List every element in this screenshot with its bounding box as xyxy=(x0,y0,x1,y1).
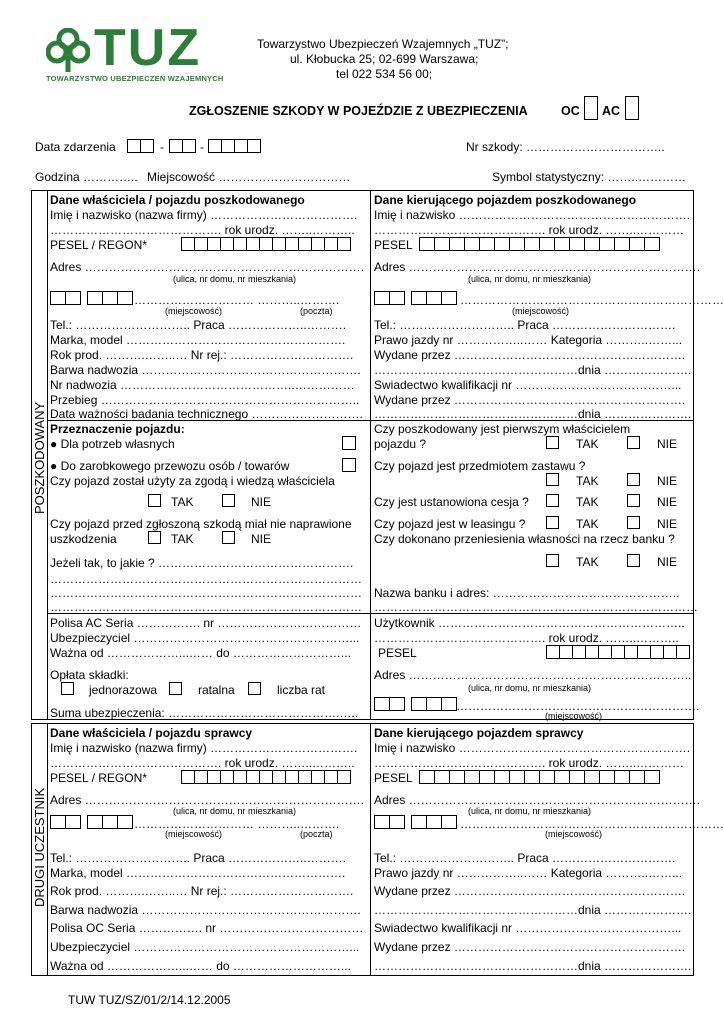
single-payment-checkbox[interactable] xyxy=(61,682,74,695)
s2-owner-city-hint: (miejscowość) xyxy=(165,829,223,839)
installments-count-label: liczba rat xyxy=(277,683,326,697)
s2-year-reg[interactable]: Rok prod. ……….……..… Nr rej.: …………………………. xyxy=(50,884,354,898)
prior-damage-yes-checkbox[interactable] xyxy=(148,531,161,544)
s2-insurer[interactable]: Ubezpieczyciel ………………………………………………... xyxy=(50,940,360,954)
user-pesel-boxes[interactable] xyxy=(546,645,689,659)
claim-number[interactable]: Nr szkody: …………………………….. xyxy=(466,140,665,154)
cession-no-label: NIE xyxy=(657,495,678,509)
consent-yes-checkbox[interactable] xyxy=(148,494,161,507)
bank-transfer-yes-checkbox[interactable] xyxy=(546,554,559,567)
place-field[interactable]: Miejscowość …………………………… xyxy=(147,170,351,184)
s1-driver-name[interactable]: Imię i nazwisko …………………………………………………. xyxy=(374,208,691,222)
s1-driver-birthyear[interactable]: ……………………………………. rok urodz. ……..………… xyxy=(374,223,685,237)
s1-body-number[interactable]: Nr nadwozia ……………………………………..…………… xyxy=(50,378,355,392)
user-birthyear[interactable]: ……………………………………. rok urodz. ……..……….. xyxy=(374,631,679,645)
cession-yes-checkbox[interactable] xyxy=(546,494,559,507)
s2-driver-city[interactable]: ………………………………………………………… xyxy=(460,817,724,831)
leasing-question: Czy pojazd jest w leasingu ? xyxy=(374,517,526,531)
s2-make-model[interactable]: Marka, model ………………………………………………. xyxy=(50,866,346,880)
bank-transfer-no-label: NIE xyxy=(657,555,678,569)
s1-insurer[interactable]: Ubezpieczyciel ………………………………………………... xyxy=(50,631,360,645)
prior-damage-yes-label: TAK xyxy=(171,532,194,546)
s1-owner-zip-a[interactable] xyxy=(50,291,80,305)
s2-driver-street-hint: (ulica, nr domu, nr mieszkania) xyxy=(468,806,592,816)
cession-question: Czy jest ustanowiona cesja ? xyxy=(374,495,529,509)
leasing-no-label: NIE xyxy=(657,517,678,531)
form-code: TUW TUZ/SZ/01/2/14.12.2005 xyxy=(68,993,231,1007)
section-other-party-label: DRUGI UCZESTNIK xyxy=(32,787,47,907)
s2-owner-street-hint: (ulica, nr domu, nr mieszkania) xyxy=(173,806,297,816)
company-name: Towarzystwo Ubezpieczeń Wzajemnych „TUZ”; xyxy=(257,37,509,51)
first-owner-yes-checkbox[interactable] xyxy=(546,436,559,449)
s2-owner-heading: Dane właściciela / pojazdu sprawcy xyxy=(50,726,253,740)
consent-no-checkbox[interactable] xyxy=(222,494,235,507)
s1-inspection-date[interactable]: Data ważności badania technicznego ………………………. xyxy=(50,407,363,421)
s1-owner-name[interactable]: Imię i nazwisko (nazwa firmy) ………………………………. xyxy=(50,208,358,222)
s1-owner-pesel-label: PESEL / REGON* xyxy=(50,238,147,252)
paid-transport-checkbox[interactable] xyxy=(342,458,356,472)
consent-yes-label: TAK xyxy=(171,495,194,509)
s1-licence-issued[interactable]: Wydane przez …………………………………………………. xyxy=(374,348,686,362)
own-needs-checkbox[interactable] xyxy=(342,436,356,450)
date-dash-1: - xyxy=(160,140,164,154)
s1-policy-ac[interactable]: Polisa AC Seria ……………. nr ……………………………… xyxy=(50,616,362,630)
if-yes-line-4[interactable]: …………………………………………………………………… xyxy=(50,600,362,614)
user-address[interactable]: Adres …………………………………………………………….. xyxy=(374,668,692,682)
user-street-hint: (ulica, nr domu, nr mieszkania) xyxy=(468,683,592,693)
first-owner-question-2: pojazdu ? xyxy=(374,437,427,451)
s1-driver-city[interactable]: ………………………………………………………… xyxy=(460,293,724,307)
leasing-no-checkbox[interactable] xyxy=(627,516,640,529)
first-owner-no-checkbox[interactable] xyxy=(627,436,640,449)
installments-count-checkbox[interactable] xyxy=(248,682,261,695)
company-phone: tel 022 534 56 00; xyxy=(336,67,433,81)
s2-owner-post-hint: (poczta) xyxy=(300,829,333,839)
s1-driver-pesel-boxes[interactable] xyxy=(419,237,659,251)
consent-no-label: NIE xyxy=(251,495,272,509)
premium-label: Opłata składki: xyxy=(50,668,129,682)
s1-cert-issued[interactable]: Wydane przez …………………………………………………. xyxy=(374,393,686,407)
owner-consent-question: Czy pojazd został użyty za zgodą i wiedzą właściciela xyxy=(50,474,335,488)
s2-owner-pesel-boxes[interactable] xyxy=(181,770,350,784)
logo-word: TUZ xyxy=(94,19,202,77)
s1-owner-address[interactable]: Adres ……………………………………………………………. xyxy=(50,260,365,274)
s2-driver-city-hint: (miejscowość) xyxy=(545,829,603,839)
s2-owner-birthyear[interactable]: ……………………………………. rok urodz. ……..……….. xyxy=(50,756,355,770)
s2-driver-pesel-boxes[interactable] xyxy=(419,770,659,784)
s1-owner-post-hint: (poczta) xyxy=(300,306,333,316)
s2-owner-zip-a[interactable] xyxy=(50,815,80,829)
s2-licence-date[interactable]: ……………………………………………dnia …………………. xyxy=(374,903,692,917)
s1-owner-birthyear[interactable]: ……………………………………. rok urodz. ……..……….. xyxy=(50,223,355,237)
cession-yes-label: TAK xyxy=(576,495,599,509)
s2-driver-heading: Dane kierującego pojazdem sprawcy xyxy=(374,726,584,740)
pledge-question: Czy pojazd jest przedmiotem zastawu ? xyxy=(374,459,586,473)
s1-qualification-cert[interactable]: Swiadectwo kwalifikacji nr …………………………………... xyxy=(374,378,682,392)
user-zip-b[interactable] xyxy=(411,697,456,711)
purpose-own-needs: ● Dla potrzeb własnych xyxy=(50,437,175,451)
form-title: ZGŁOSZENIE SZKODY W POJEŹDZIE Z UBEZPIECZENIA xyxy=(189,104,528,118)
date-month-boxes[interactable] xyxy=(169,139,195,153)
s1-valid-period[interactable]: Ważna od ………………...…… do ………………………... xyxy=(50,646,351,660)
cession-no-checkbox[interactable] xyxy=(627,494,640,507)
s2-licence-issued[interactable]: Wydane przez …………………………………………………. xyxy=(374,884,686,898)
installment-label: ratalna xyxy=(198,683,235,697)
s1-owner-street-hint: (ulica, nr domu, nr mieszkania) xyxy=(173,274,297,284)
s1-owner-city[interactable]: ………………………… ………..………. xyxy=(134,293,340,307)
prior-damage-no-label: NIE xyxy=(251,532,272,546)
statistical-symbol[interactable]: Symbol statystyczny: ……..………… xyxy=(492,170,687,184)
purpose-heading: Przeznaczenie pojazdu: xyxy=(50,422,185,436)
s2-valid-period[interactable]: Ważna od ………………...…… do ………………………... xyxy=(50,959,351,973)
bank-transfer-question: Czy dokonano przeniesienia własności na rzecz banku ? xyxy=(374,532,675,546)
oc-label: OC xyxy=(561,104,580,118)
user-city-hint: (miejscowość) xyxy=(545,711,603,721)
s2-owner-address[interactable]: Adres ……………………………………………………………. xyxy=(50,793,365,807)
s2-driver-birthyear[interactable]: ……………………………………. rok urodz. ……..………… xyxy=(374,756,685,770)
s1-owner-heading: Dane właściciela / pojazdu poszkodowanego xyxy=(50,193,305,207)
s1-cert-date[interactable]: ……………………………………………dnia …………………. xyxy=(374,407,692,421)
leasing-yes-checkbox[interactable] xyxy=(546,516,559,529)
s2-driver-zip-b[interactable] xyxy=(411,815,456,829)
s1-owner-pesel-boxes[interactable] xyxy=(181,237,350,251)
s1-driver-street-hint: (ulica, nr domu, nr mieszkania) xyxy=(468,274,592,284)
prior-damage-question-2: uszkodzenia xyxy=(50,532,117,546)
s2-cert-issued[interactable]: Wydane przez …………………………………………………. xyxy=(374,940,686,954)
s1-make-model[interactable]: Marka, model ………………………………………………. xyxy=(50,333,346,347)
s1-year-reg[interactable]: Rok prod. ……….……..… Nr rej.: …………………………. xyxy=(50,348,354,362)
s2-owner-city[interactable]: ………………………… ………..………. xyxy=(134,817,340,831)
pledge-no-label: NIE xyxy=(657,474,678,488)
if-yes-line-3[interactable]: …………………………………………………………………… xyxy=(50,586,362,600)
s1-body-color[interactable]: Barwa nadwozia ………………………………………………. xyxy=(50,363,361,377)
s1-driver-licence[interactable]: Prawo jazdy nr ……………..…… Kategoria ………..……... xyxy=(374,333,683,347)
first-owner-question: Czy poszkodowany jest pierwszym właścicielem xyxy=(374,422,631,436)
bank-name-address[interactable]: Nazwa banku i adres: ……………………………………….. xyxy=(374,586,680,600)
s1-driver-pesel-label: PESEL xyxy=(374,238,413,252)
s2-owner-name[interactable]: Imię i nazwisko (nazwa firmy) ………………………………. xyxy=(50,741,358,755)
company-logo xyxy=(44,19,249,88)
s2-cert-date[interactable]: ……………………………………………dnia …………………. xyxy=(374,959,692,973)
s2-owner-pesel-label: PESEL / REGON* xyxy=(50,771,147,785)
date-day-boxes[interactable] xyxy=(127,139,153,153)
s2-driver-tel[interactable]: Tel.: ……………………….. Praca …………………………. xyxy=(374,851,676,865)
sum-insured[interactable]: Suma ubezpieczenia: …………………………………….….. xyxy=(50,706,359,720)
if-yes-line-2[interactable]: …………………………………………………………………… xyxy=(50,572,362,586)
first-owner-yes-label: TAK xyxy=(576,437,599,451)
s1-driver-city-hint: (miejscowość) xyxy=(512,306,570,316)
purpose-paid-transport: ● Do zarobkowego przewozu osób / towarów xyxy=(50,459,290,473)
s1-driver-zip-a[interactable] xyxy=(374,291,404,305)
pledge-yes-checkbox[interactable] xyxy=(546,473,559,486)
s2-driver-licence[interactable]: Prawo jazdy nr ……………..…… Kategoria ………..……... xyxy=(374,866,683,880)
user-pesel-label: PESEL xyxy=(378,646,417,660)
installment-checkbox[interactable] xyxy=(169,682,182,695)
user-zip-a[interactable] xyxy=(374,697,404,711)
s2-driver-address[interactable]: Adres ………………………………………………………………. xyxy=(374,793,701,807)
pledge-yes-label: TAK xyxy=(576,474,599,488)
company-address: ul. Kłobucka 25; 02-699 Warszawa; xyxy=(290,52,479,66)
prior-damage-no-checkbox[interactable] xyxy=(222,531,235,544)
first-owner-no-label: NIE xyxy=(657,437,678,451)
bank-transfer-no-checkbox[interactable] xyxy=(627,554,640,567)
user-city[interactable]: ……………………………………………………. xyxy=(456,699,700,713)
s1-licence-date[interactable]: ……………………………………………dnia …………………. xyxy=(374,363,692,377)
vehicle-user[interactable]: Użytkownik …………………………………………………….. xyxy=(374,616,685,630)
s2-owner-zip-b[interactable] xyxy=(87,815,132,829)
s1-owner-tel[interactable]: Tel.: ……………………….. Praca ………………..………. xyxy=(50,318,347,332)
section-injured-label: POSZKODOWANY xyxy=(32,401,47,514)
ac-checkbox[interactable] xyxy=(625,96,639,120)
if-yes-which[interactable]: Jeżeli tak, to jakie ? …………………………………………. xyxy=(50,556,354,570)
s1-owner-zip-b[interactable] xyxy=(87,291,132,305)
s2-driver-pesel-label: PESEL xyxy=(374,771,413,785)
s1-owner-city-hint: (miejscowość) xyxy=(165,306,223,316)
s2-owner-tel[interactable]: Tel.: ……………………….. Praca ………………..………. xyxy=(50,851,347,865)
logo-subtitle: TOWARZYSTWO UBEZPIECZEŃ WZAJEMNYCH xyxy=(46,74,224,83)
s1-driver-tel[interactable]: Tel.: ……………………….. Praca …………………………. xyxy=(374,318,676,332)
s2-driver-zip-a[interactable] xyxy=(374,815,404,829)
date-label: Data zdarzenia xyxy=(35,140,116,154)
hour-field[interactable]: Godzina ………….. xyxy=(35,170,138,184)
leasing-yes-label: TAK xyxy=(576,517,599,531)
date-dash-2: - xyxy=(200,140,204,154)
clover-logo-icon xyxy=(46,28,90,74)
bank-transfer-yes-label: TAK xyxy=(576,555,599,569)
date-year-boxes[interactable] xyxy=(208,139,260,153)
bank-address-line-2[interactable]: ……………………………………………………………………… xyxy=(374,600,698,614)
pledge-no-checkbox[interactable] xyxy=(627,473,640,486)
s1-driver-zip-b[interactable] xyxy=(411,291,456,305)
ac-label: AC xyxy=(602,104,621,118)
s2-driver-name[interactable]: Imię i nazwisko …………………………………………………. xyxy=(374,741,691,755)
oc-checkbox[interactable] xyxy=(584,96,598,120)
s2-body-color[interactable]: Barwa nadwozia ………………………………………………. xyxy=(50,903,361,917)
s1-driver-heading: Dane kierującego pojazdem poszkodowanego xyxy=(374,193,637,207)
s1-driver-address[interactable]: Adres ………………………………………………………………. xyxy=(374,260,701,274)
s2-qualification-cert[interactable]: Swiadectwo kwalifikacji nr …………………………………... xyxy=(374,921,682,935)
prior-damage-question: Czy pojazd przed zgłoszoną szkodą miał nie naprawione xyxy=(50,517,352,531)
s1-mileage[interactable]: Przebieg ……………………………………………………….. xyxy=(50,393,360,407)
s2-policy-oc[interactable]: Polisa OC Seria ……………. nr ……………………………… xyxy=(50,921,364,935)
single-payment-label: jednorazowa xyxy=(89,683,158,697)
